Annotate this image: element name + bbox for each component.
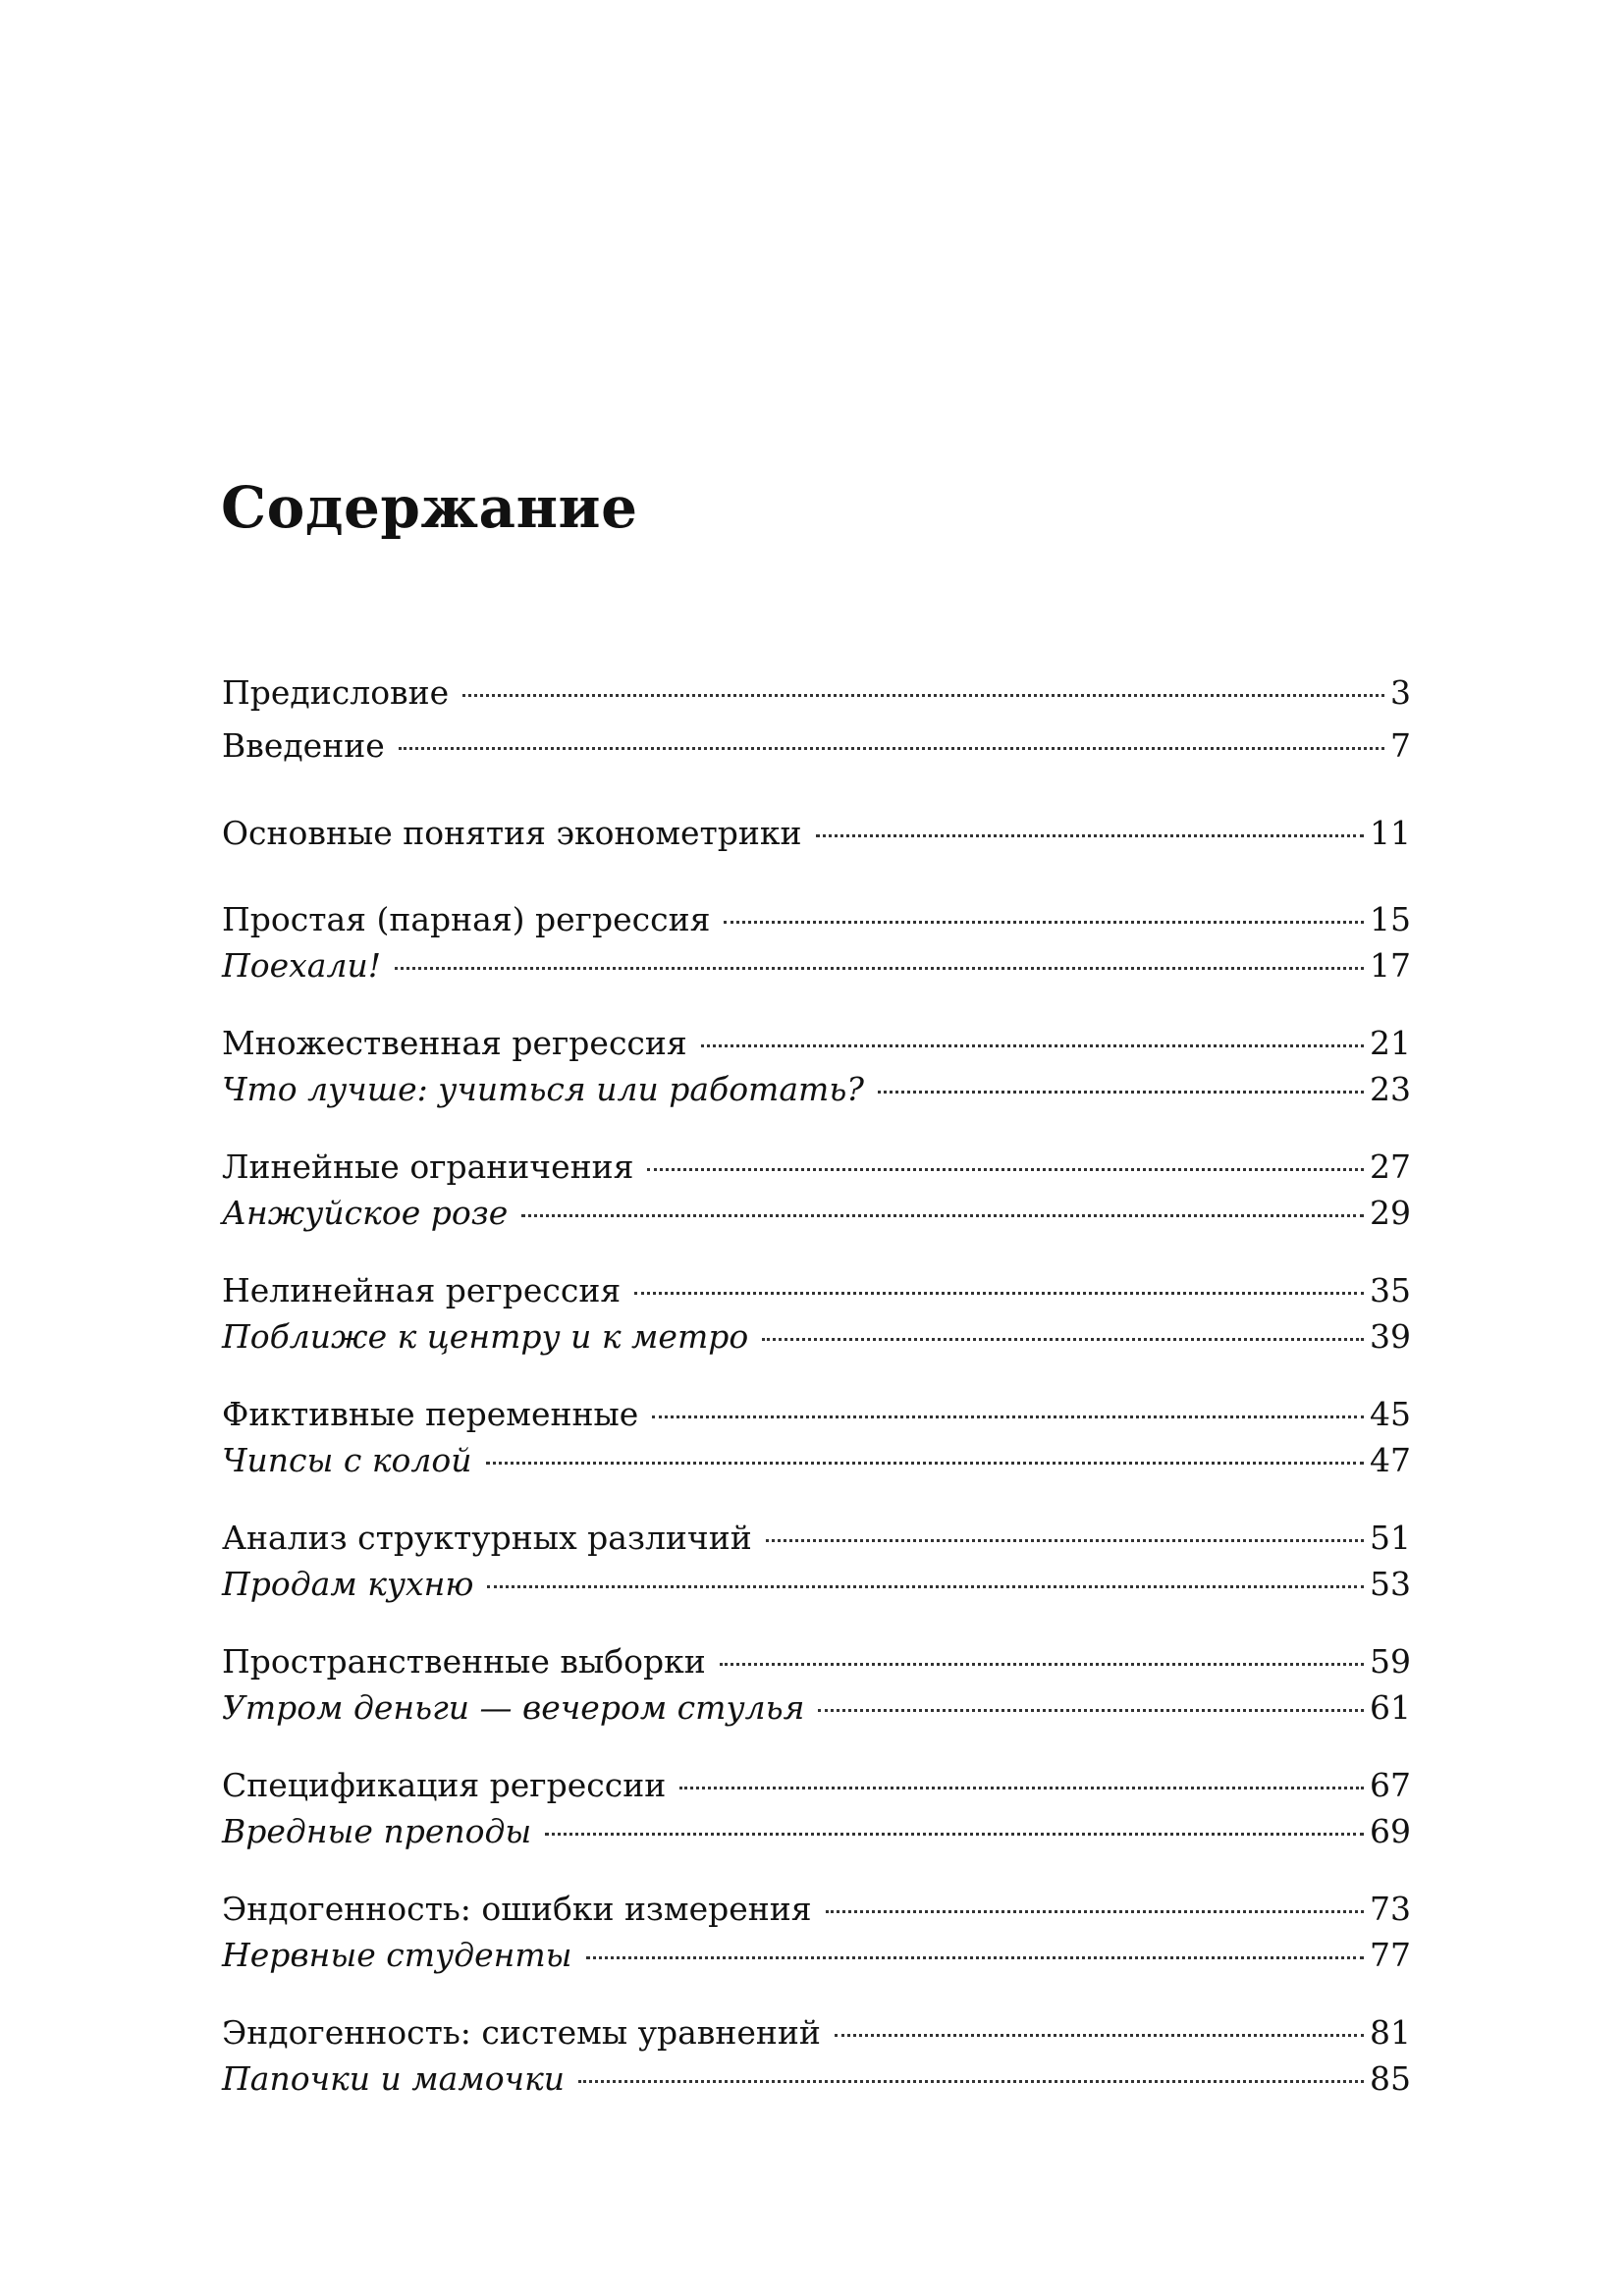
toc-entry-introduction[interactable] [222,723,1411,769]
toc-entry-case[interactable] [222,943,1411,988]
toc-leader-dots [878,1091,1364,1094]
toc-leader-dots [826,1910,1364,1913]
toc-entry-page: 35 [1370,1271,1411,1309]
toc-entry-chapter[interactable] [222,1639,1411,1684]
toc-leader-dots [816,834,1364,837]
toc-leader-dots [701,1044,1364,1047]
toc-leader-dots [679,1787,1364,1789]
toc-entry-page: 45 [1370,1395,1411,1433]
toc-entry-label: Анжуйское розе [222,1194,509,1232]
toc-entry-case[interactable] [222,1067,1411,1112]
toc-entry-label: Множественная регрессия [222,1024,687,1062]
toc-entry-label: Пространственные выборки [222,1642,706,1681]
toc-entry-label: Предисловие [222,673,450,712]
toc-entry-page: 51 [1370,1519,1411,1557]
page-title: Содержание [221,474,638,541]
toc-leader-dots [586,1956,1364,1959]
toc-leader-dots [578,2080,1364,2083]
toc-entry-chapter[interactable] [222,1763,1411,1808]
toc-leader-dots [647,1168,1364,1171]
toc-entry-case[interactable] [222,1933,1411,1978]
toc-leader-dots [399,747,1384,750]
toc-entry-label: Фиктивные переменные [222,1395,639,1433]
toc-leader-dots [634,1292,1364,1295]
toc-leader-dots [818,1709,1364,1712]
toc-entry-label: Линейные ограничения [222,1148,634,1186]
toc-entry-label: Что лучше: учиться или работать? [222,1070,864,1108]
toc-entry-preface[interactable] [222,670,1411,716]
toc-entry-chapter[interactable] [222,2010,1411,2056]
toc-entry-page: 59 [1370,1642,1411,1681]
toc-entry-case[interactable] [222,1562,1411,1607]
toc-entry-label: Нелинейная регрессия [222,1271,622,1309]
toc-entry-page: 29 [1370,1194,1411,1232]
toc-leader-dots [766,1539,1364,1542]
toc-entry-chapter[interactable] [222,1145,1411,1190]
toc-entry-chapter[interactable] [222,1887,1411,1932]
toc-leader-dots [395,967,1364,970]
toc-entry-chapter[interactable] [222,897,1411,942]
toc-entry-label: Анализ структурных различий [222,1519,752,1557]
toc-entry-page: 17 [1370,946,1411,985]
toc-entry-label: Эндогенность: ошибки измерения [222,1890,812,1928]
toc-entry-chapter[interactable] [222,1021,1411,1066]
toc-entry-page: 15 [1370,900,1411,938]
toc-entry-page: 23 [1370,1070,1411,1108]
toc-leader-dots [521,1214,1364,1217]
toc-entry-chapter[interactable] [222,811,1411,856]
toc-entry-label: Вредные преподы [222,1812,532,1850]
toc-entry-case[interactable] [222,1314,1411,1360]
toc-leader-dots [462,694,1384,697]
toc-entry-chapter[interactable] [222,1268,1411,1313]
toc-leader-dots [652,1415,1364,1418]
toc-entry-label: Поехали! [222,946,381,985]
toc-entry-page: 67 [1370,1766,1411,1804]
toc-entry-page: 81 [1370,2013,1411,2052]
toc-entry-case[interactable] [222,1191,1411,1236]
toc-entry-label: Поближе к центру и к метро [222,1317,749,1356]
toc-entry-page: 69 [1370,1812,1411,1850]
toc-entry-page: 3 [1390,673,1411,712]
toc-entry-page: 53 [1370,1565,1411,1603]
toc-entry-case[interactable] [222,1438,1411,1483]
toc-entry-page: 27 [1370,1148,1411,1186]
toc-entry-label: Введение [222,726,385,765]
toc-entry-label: Утром деньги — вечером стулья [222,1688,805,1727]
toc-entry-label: Продам кухню [222,1565,474,1603]
toc-leader-dots [486,1462,1364,1465]
toc-entry-case[interactable] [222,1809,1411,1854]
toc-leader-dots [487,1585,1364,1588]
toc-entry-page: 39 [1370,1317,1411,1356]
toc-entry-page: 77 [1370,1936,1411,1974]
toc-leader-dots [835,2034,1364,2037]
toc-entry-case[interactable] [222,1685,1411,1731]
toc-entry-label: Простая (парная) регрессия [222,900,711,938]
toc-entry-page: 11 [1370,814,1411,852]
toc-entry-chapter[interactable] [222,1516,1411,1561]
toc-leader-dots [720,1663,1364,1666]
toc-leader-dots [762,1338,1364,1341]
toc-entry-chapter[interactable] [222,1392,1411,1437]
toc-entry-page: 85 [1370,2059,1411,2098]
toc-entry-page: 7 [1390,726,1411,765]
toc-entry-page: 61 [1370,1688,1411,1727]
toc-entry-label: Эндогенность: системы уравнений [222,2013,821,2052]
toc-entry-page: 21 [1370,1024,1411,1062]
toc-entry-case[interactable] [222,2056,1411,2102]
toc-entry-page: 73 [1370,1890,1411,1928]
toc-entry-label: Нервные студенты [222,1936,572,1974]
toc-entry-label: Основные понятия эконометрики [222,814,802,852]
toc-entry-label: Чипсы с колой [222,1441,472,1479]
toc-leader-dots [724,921,1364,924]
toc-entry-label: Папочки и мамочки [222,2059,566,2098]
toc-entry-label: Спецификация регрессии [222,1766,667,1804]
toc-entry-page: 47 [1370,1441,1411,1479]
toc-leader-dots [545,1833,1364,1836]
